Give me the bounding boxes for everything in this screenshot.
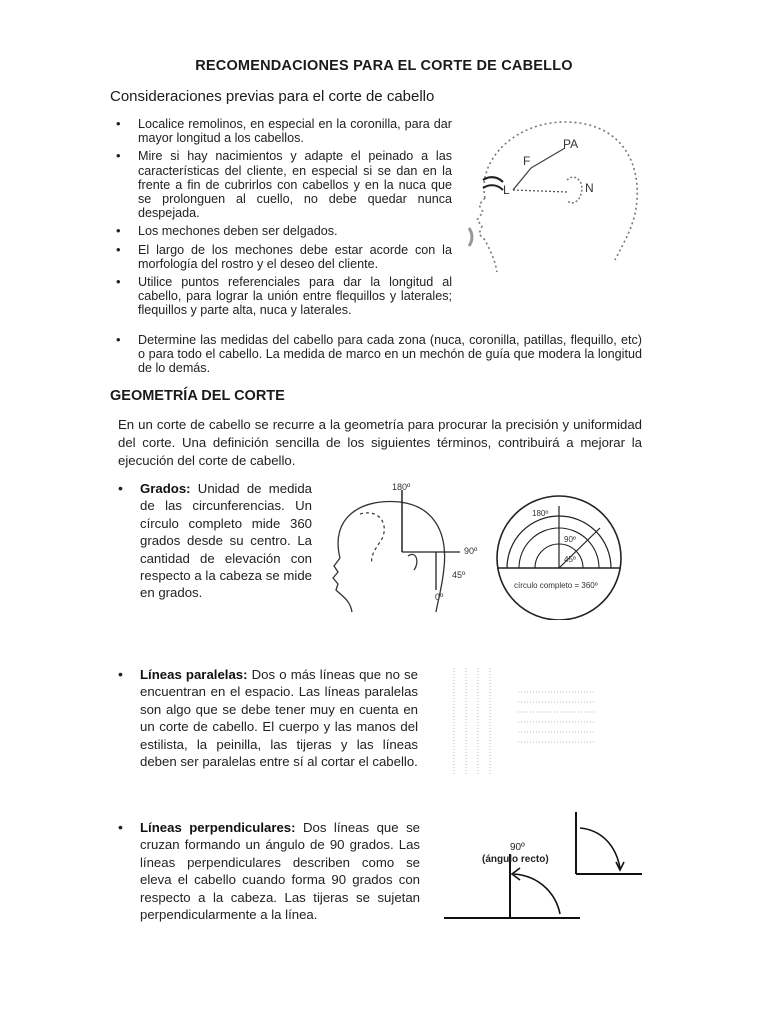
term-grados: • Grados: Unidad de medida de las circunferencias. Un círculo completo mide 360 grados desde su centro. La cantidad de elevación con respecto a la cabeza se mide en grados.	[118, 480, 312, 601]
term-label: Líneas paralelas:	[140, 667, 248, 682]
section-subtitle: Consideraciones previas para el corte de cabello	[110, 88, 435, 105]
degree-label: 0º	[435, 592, 444, 602]
term-text: Dos líneas que se cruzan formando un ángulo de 90 grados. Las líneas perpendiculares describen como se eleva el cabello cuando forma 90 grados con respecto a la cabeza. Las tijeras se sujetan perpendicularmente a la línea.	[140, 820, 420, 923]
degree-circle-illustration	[484, 490, 634, 620]
head-degrees-illustration	[320, 478, 490, 618]
list-item: • Determine las medidas del cabello para cada zona (nuca, coronilla, patillas, flequillo, etc) o para todo el cabello. La medida de marco en un mechón de guía que modera la longitud de lo demás.	[112, 333, 642, 376]
page-title: RECOMENDACIONES PARA EL CORTE DE CABELLO	[195, 58, 573, 74]
list-item: • Utilice puntos referenciales para dar la longitud al cabello, para lograr la unión entre flequillos y laterales; flequillos y parte alta, nuca y laterales.	[112, 275, 452, 318]
perp-degree-label: 90º	[510, 842, 525, 853]
point-label-pa: PA	[563, 137, 579, 151]
term-paralelas: • Líneas paralelas: Dos o más líneas que no se encuentran en el espacio. Las líneas paralelas son algo que se debe tener muy en cuenta en un corte de cabello. El cuerpo y las manos del estilista, la peinilla, las tijeras y las líneas deben ser paralelas entre sí al cortar el cabello.	[118, 666, 418, 770]
term-label: Grados:	[140, 481, 191, 496]
point-label-f: F	[523, 154, 531, 168]
term-text: Dos o más líneas que no se encuentran en el espacio. Las líneas paralelas son algo que se debe tener muy en cuenta en un corte de cabello. El cuerpo y las manos del estilista, la peinilla, las tijeras y las líneas deben ser paralelas entre sí al cortar el cabello.	[140, 667, 418, 770]
list-item: • El largo de los mechones debe estar acorde con la morfología del rostro y el deseo del cliente.	[112, 243, 452, 271]
term-text: Unidad de medida de las circunferencias. Un círculo completo mide 360 grados desde su centro. La cantidad de elevación con respecto a la cabeza se mide en grados.	[140, 481, 312, 601]
point-label-l: L	[503, 183, 510, 197]
degree-label: 180º	[392, 482, 411, 492]
degree-label: 90º	[464, 546, 478, 556]
head-reference-points-illustration	[455, 110, 645, 280]
degree-label: 180º	[532, 509, 549, 518]
list-item: • Localice remolinos, en especial en la coronilla, para dar mayor longitud a los cabellos.	[112, 117, 452, 145]
geometry-intro: En un corte de cabello se recurre a la geometría para procurar la precisión y uniformidad del corte. Una definición sencilla de los siguientes términos, contribuirá a mejorar la ejecución del corte de cabello.	[118, 417, 642, 468]
perp-caption: (ángulo recto)	[482, 854, 549, 865]
degree-label: 90º	[564, 535, 576, 544]
degree-label: 45º	[452, 570, 466, 580]
considerations-list-wide	[112, 333, 642, 380]
term-perpendiculares: • Líneas perpendiculares: Dos líneas que se cruzan formando un ángulo de 90 grados. Las líneas perpendiculares describen como se eleva el cabello cuando forma 90 grados con respecto a la cabeza. Las tijeras se sujetan perpendicularmente a la línea.	[118, 819, 420, 923]
point-label-n: N	[585, 181, 594, 195]
list-item: • Los mechones deben ser delgados.	[112, 224, 452, 238]
list-item: • Mire si hay nacimientos y adapte el peinado a las características del cliente, en especial si se dan en la frente a fin de cubrirlos con cabellos y en la nuca que se prolonguen al cuello, no debe quedar nunca despejada.	[112, 149, 452, 220]
geometry-title: GEOMETRÍA DEL CORTE	[110, 388, 285, 404]
considerations-list	[112, 117, 452, 322]
parallel-lines-illustration	[446, 664, 636, 780]
circle-caption: círculo completo = 360º	[514, 581, 598, 590]
term-label: Líneas perpendiculares:	[140, 820, 296, 835]
degree-label: 45º	[564, 555, 576, 564]
perpendicular-lines-illustration	[444, 806, 644, 922]
